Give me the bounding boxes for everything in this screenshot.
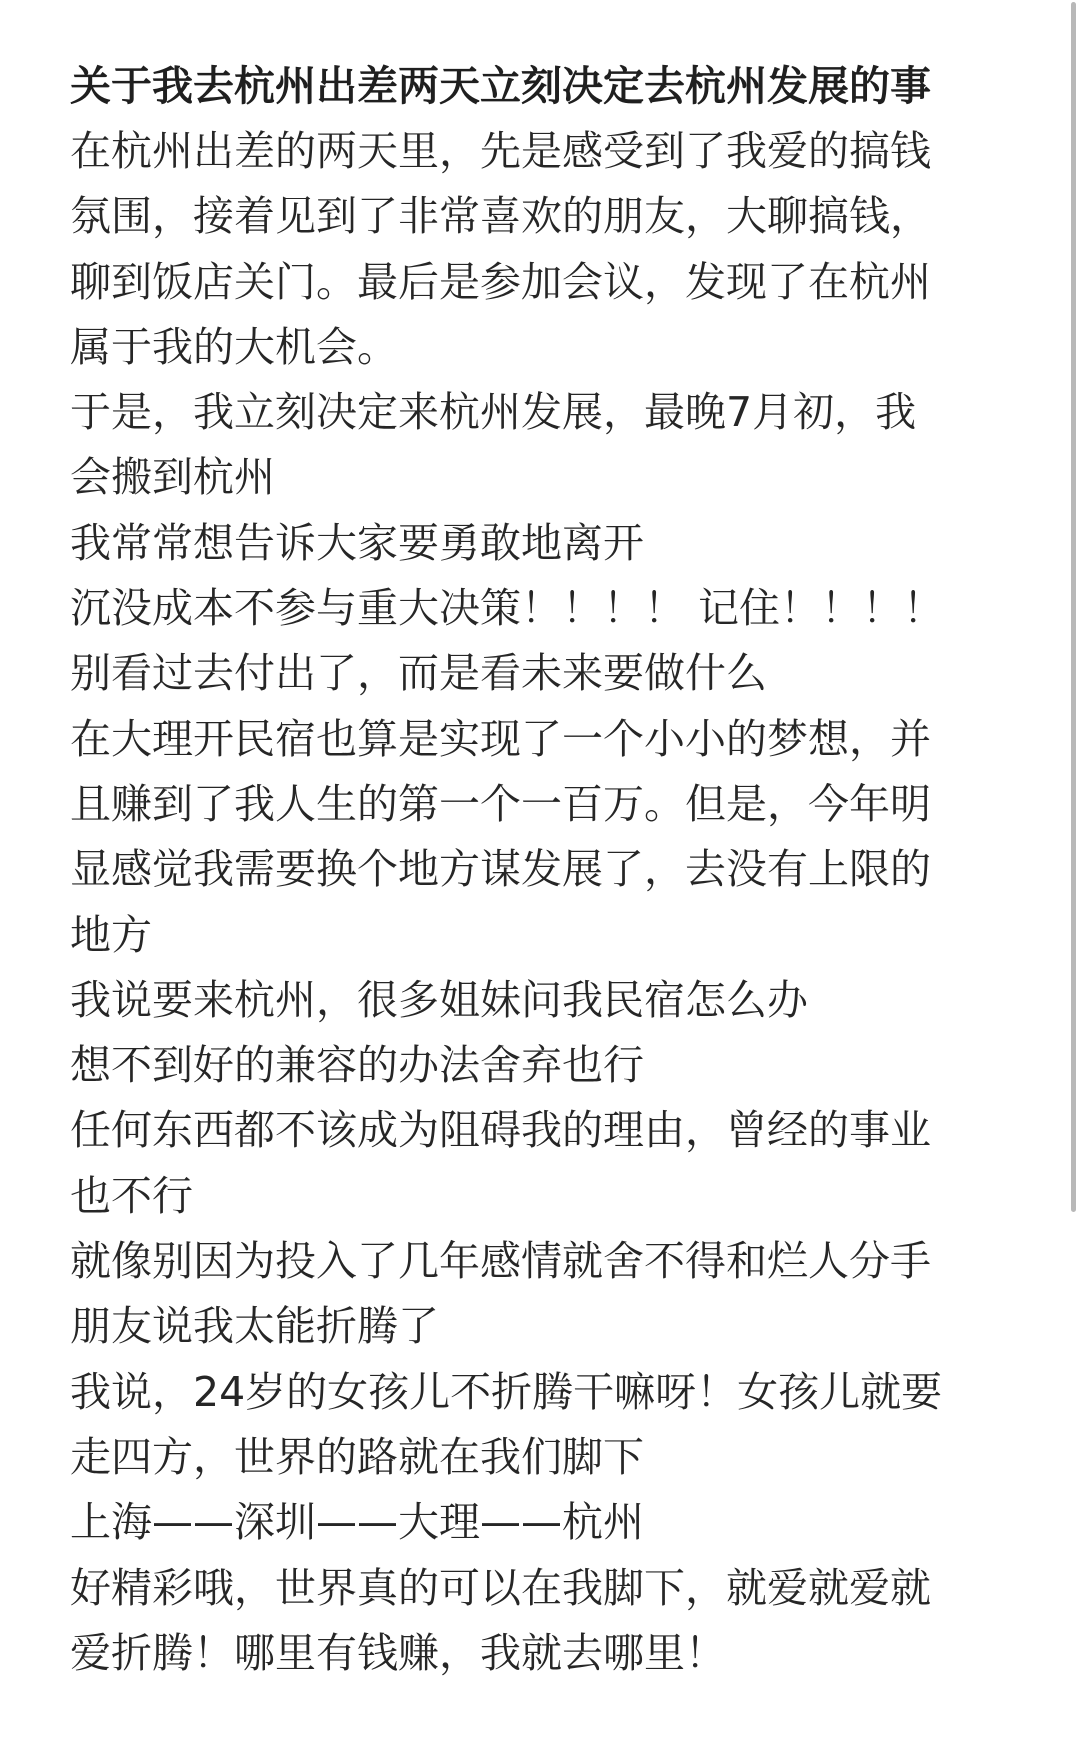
post-line: 聊到饭店关门。最后是参加会议，发现了在杭州 [70,257,931,306]
post-title: 关于我去杭州出差两天立刻决定去杭州发展的事 [70,62,931,110]
post-line: 于是，我立刻决定来杭州发展，最晚7月初，我 [70,388,917,437]
post-content [70,54,1010,1686]
post-line: 且赚到了我人生的第一个一百万。但是，今年明 [70,779,931,828]
post-line: 地方 [70,910,152,959]
post-line: 别看过去付出了，而是看未来要做什么 [70,649,767,698]
post-line: 我说，24岁的女孩儿不折腾干嘛呀！女孩儿就要 [70,1367,943,1416]
post-body [70,119,1010,1686]
post-line: 就像别因为投入了几年感情就舍不得和烂人分手 [70,1237,931,1286]
post-line: 沉没成本不参与重大决策！！！！ 记住！！！！ [70,584,945,633]
post-line: 朋友说我太能折腾了 [70,1302,439,1351]
post-line: 想不到好的兼容的办法舍弃也行 [70,1041,644,1090]
post-line: 走四方，世界的路就在我们脚下 [70,1432,644,1481]
post-line: 我常常想告诉大家要勇敢地离开 [70,518,644,567]
vertical-scrollbar[interactable] [1066,0,1080,1737]
post-line: 显感觉我需要换个地方谋发展了，去没有上限的 [70,845,931,894]
post-line: 在大理开民宿也算是实现了一个小小的梦想，并 [70,714,931,763]
post-line: 也不行 [70,1171,193,1220]
post-line: 爱折腾！哪里有钱赚，我就去哪里！ [70,1628,726,1677]
post-line: 我说要来杭州，很多姐妹问我民宿怎么办 [70,975,808,1024]
scrollbar-thumb[interactable] [1071,2,1076,1212]
post-line: 在杭州出差的两天里，先是感受到了我爱的搞钱 [70,127,931,175]
post-line: 任何东西都不该成为阻碍我的理由，曾经的事业 [70,1106,931,1155]
post-line: 会搬到杭州 [70,453,275,502]
post-line: 好精彩哦，世界真的可以在我脚下，就爱就爱就 [70,1563,931,1612]
post-line: 上海——深圳——大理——杭州 [70,1498,644,1547]
post-line: 氛围，接着见到了非常喜欢的朋友，大聊搞钱， [70,192,931,241]
post-line: 属于我的大机会。 [70,322,398,371]
